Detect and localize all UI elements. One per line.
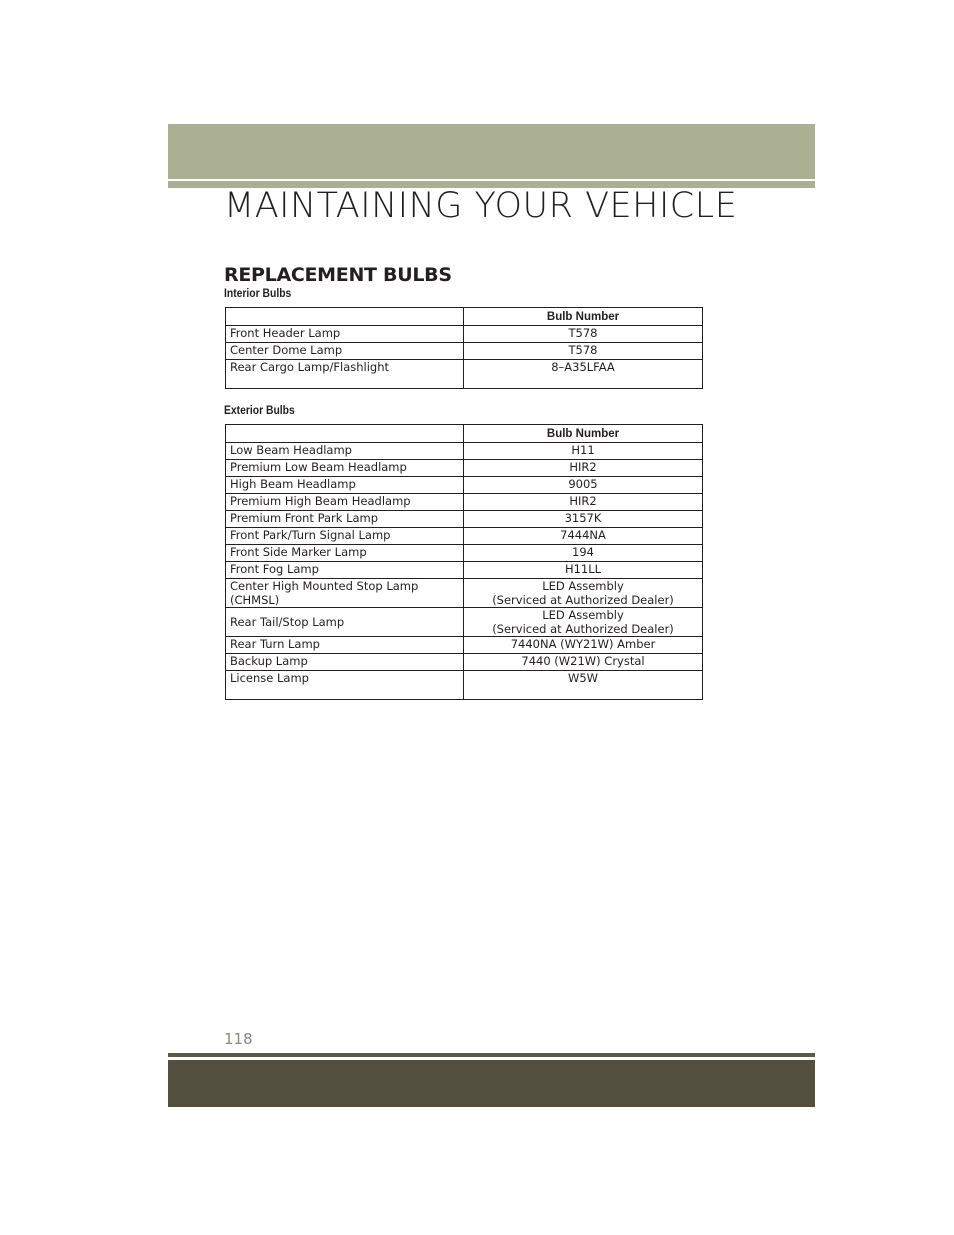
table-row [226,528,703,545]
table-row [226,579,703,608]
bulb-number-column-header: Bulb Number [464,425,703,443]
table-row [226,637,703,654]
bulb-service-note: (Serviced at Authorized Dealer) [492,622,674,636]
table-row [226,562,703,579]
table-row [226,654,703,671]
header-band [168,124,815,179]
bulb-number-cell: 194 [464,545,703,562]
lamp-cell: License Lamp [226,671,464,700]
table-row [226,511,703,528]
lamp-column-header [226,425,464,443]
exterior-bulbs-heading: Exterior Bulbs [224,405,295,417]
bulb-number-cell [464,608,703,637]
bulb-number-cell: T578 [464,343,703,360]
bulb-number-cell: HIR2 [464,460,703,477]
bulb-number-cell: H11LL [464,562,703,579]
lamp-cell: Rear Tail/Stop Lamp [226,608,464,637]
lamp-cell: Rear Turn Lamp [226,637,464,654]
bulb-number-text: LED Assembly [542,579,624,593]
table-row [226,477,703,494]
footer-band [168,1060,815,1107]
table-row [226,326,703,343]
lamp-column-header [226,308,464,326]
chapter-title: MAINTAINING YOUR VEHICLE [224,186,738,226]
bulb-number-cell: 7440NA (WY21W) Amber [464,637,703,654]
table-row [226,460,703,477]
table-row [226,671,703,700]
bulb-number-cell: 3157K [464,511,703,528]
bulb-number-text: LED Assembly [542,608,624,622]
bulb-number-cell: 7440 (W21W) Crystal [464,654,703,671]
lamp-cell: Center High Mounted Stop Lamp (CHMSL) [226,579,464,608]
lamp-cell: Premium Low Beam Headlamp [226,460,464,477]
lamp-cell: Premium Front Park Lamp [226,511,464,528]
footer-stripe [168,1053,815,1057]
lamp-cell: Low Beam Headlamp [226,443,464,460]
lamp-cell: Front Park/Turn Signal Lamp [226,528,464,545]
bulb-number-cell: 7444NA [464,528,703,545]
interior-bulbs-table [225,307,703,389]
lamp-cell: High Beam Headlamp [226,477,464,494]
bulb-number-cell: 9005 [464,477,703,494]
section-title: REPLACEMENT BULBS [224,264,452,286]
lamp-cell: Premium High Beam Headlamp [226,494,464,511]
table-row [226,608,703,637]
page-number: 118 [224,1030,253,1048]
table-header-row [226,425,703,443]
lamp-cell: Center Dome Lamp [226,343,464,360]
bulb-number-cell: W5W [464,671,703,700]
interior-bulbs-heading: Interior Bulbs [224,288,292,300]
bulb-number-cell: 8–A35LFAA [464,360,703,389]
bulb-service-note: (Serviced at Authorized Dealer) [492,593,674,607]
table-row [226,443,703,460]
bulb-number-cell: H11 [464,443,703,460]
bulb-number-cell: HIR2 [464,494,703,511]
bulb-number-cell: T578 [464,326,703,343]
bulb-number-cell [464,579,703,608]
lamp-cell: Front Header Lamp [226,326,464,343]
table-header-row [226,308,703,326]
lamp-cell: Front Side Marker Lamp [226,545,464,562]
bulb-number-column-header: Bulb Number [464,308,703,326]
lamp-cell: Rear Cargo Lamp/Flashlight [226,360,464,389]
table-row [226,494,703,511]
lamp-cell: Backup Lamp [226,654,464,671]
table-row [226,545,703,562]
table-row [226,360,703,389]
exterior-bulbs-table [225,424,703,700]
table-row [226,343,703,360]
lamp-cell: Front Fog Lamp [226,562,464,579]
